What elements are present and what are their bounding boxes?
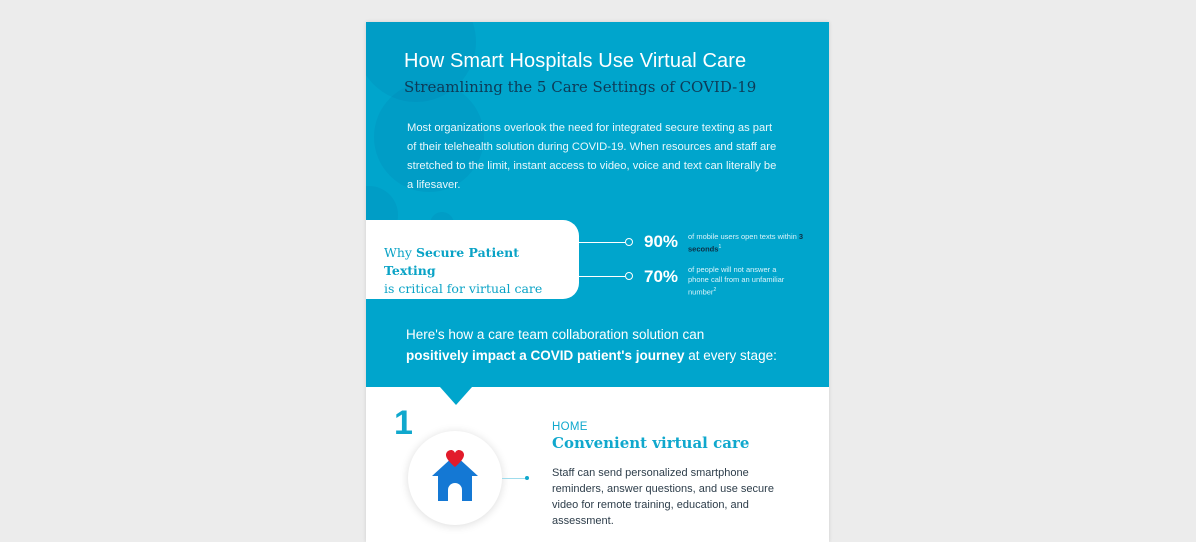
stat-value: 90% xyxy=(644,232,679,251)
stat-description xyxy=(688,265,798,298)
journey-line: Here's how a care team collaboration solution can xyxy=(406,327,705,342)
stat-desc-text: of mobile users open texts within xyxy=(688,232,799,241)
why-texting-callout xyxy=(366,220,579,299)
journey-bold: positively impact a COVID patient's journey xyxy=(406,348,685,363)
stat-desc-text: of people will not answer a phone call from an unfamiliar number xyxy=(688,265,785,297)
why-bold: Secure Patient Texting xyxy=(384,245,520,278)
infographic xyxy=(366,22,829,542)
care-setting-title: Convenient virtual care xyxy=(552,434,750,452)
stat-description xyxy=(688,232,808,255)
footnote-marker: 1 xyxy=(718,244,722,250)
page-title: How Smart Hospitals Use Virtual Care xyxy=(404,50,747,72)
house-heart-icon xyxy=(429,449,481,505)
page-subtitle: Streamlining the 5 Care Settings of COVID-19 xyxy=(404,78,757,96)
stat-dot xyxy=(625,272,633,280)
step-connector xyxy=(502,478,526,479)
step-connector-dot xyxy=(525,476,529,480)
care-setting-description: Staff can send personalized smartphone reminders, answer questions, and use secure video for remote training, education, and assessment. xyxy=(552,467,774,527)
why-suffix: is critical for virtual care xyxy=(384,281,543,296)
journey-intro xyxy=(406,324,816,366)
step-icon-circle xyxy=(408,431,502,525)
care-setting-label: HOME xyxy=(552,421,588,433)
stat-connector xyxy=(579,276,625,277)
stat-desc-bold: 3 seconds xyxy=(688,232,804,254)
stat-connector xyxy=(579,242,625,243)
why-texting-text xyxy=(384,244,574,298)
stat-value: 70% xyxy=(644,267,679,286)
footnote-marker: 2 xyxy=(713,287,717,293)
section-pointer xyxy=(440,387,472,405)
stat-dot xyxy=(625,238,633,246)
journey-rest: at every stage: xyxy=(684,348,777,363)
why-prefix: Why xyxy=(384,245,416,260)
step-number: 1 xyxy=(394,404,413,442)
intro-paragraph: Most organizations overlook the need for integrated secure texting as part of their telehealth solution during COVID-19. When resources and staff are stretched to the limit, instant access to video, voice and text can literally be a lifesaver. xyxy=(407,122,777,191)
